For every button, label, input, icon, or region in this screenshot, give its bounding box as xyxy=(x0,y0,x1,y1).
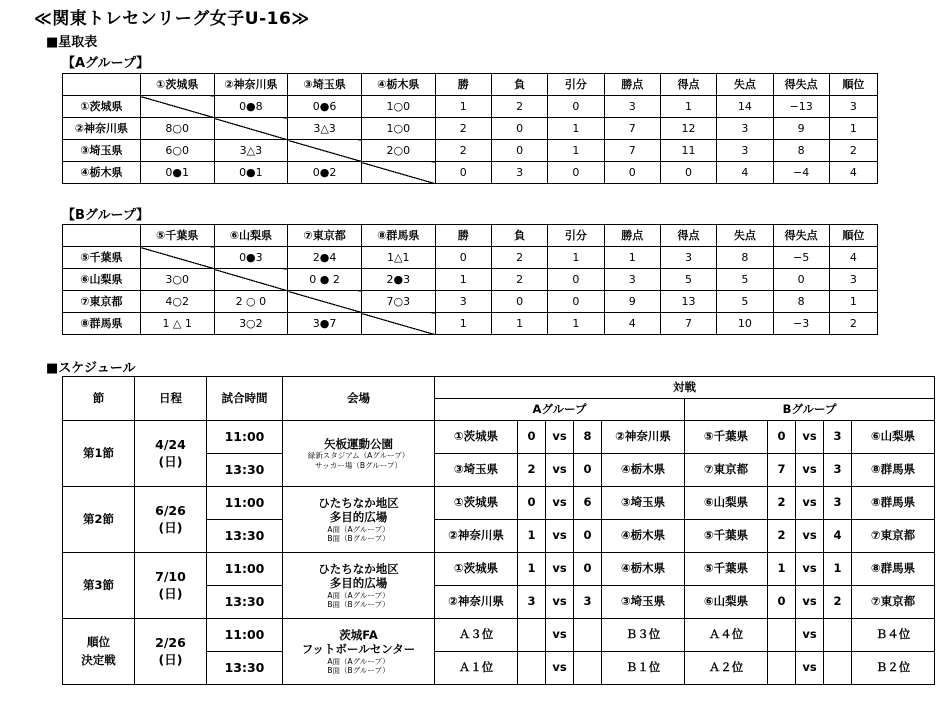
group-b-header: Bグループ xyxy=(685,399,935,421)
group-a-label: 【Aグループ】 xyxy=(62,56,150,71)
table-cell: 1○0 xyxy=(361,96,435,118)
group-b-home-team: ⑤千葉県 xyxy=(685,520,768,553)
group-b-away-team: Ｂ２位 xyxy=(852,652,935,685)
table-cell: 2 xyxy=(829,140,877,162)
group-b-away-team: ⑧群馬県 xyxy=(852,553,935,586)
table-cell: 3 xyxy=(660,247,716,269)
table-cell: 2○0 xyxy=(361,140,435,162)
group-b-away-team: ⑧群馬県 xyxy=(852,487,935,520)
table-cell: 3○0 xyxy=(140,269,214,291)
table-row xyxy=(63,247,878,269)
group-b-home-team: Ａ２位 xyxy=(685,652,768,685)
standings-table-group-a xyxy=(62,73,878,184)
date-cell xyxy=(135,487,207,553)
group-b-label: 【Bグループ】 xyxy=(62,208,149,223)
date-cell xyxy=(135,421,207,487)
table-cell: 1 xyxy=(435,96,491,118)
table-cell: 1 xyxy=(604,247,660,269)
table-cell: 0 xyxy=(660,162,716,184)
venue-cell xyxy=(283,619,435,685)
table-cell: −4 xyxy=(773,162,829,184)
table-row xyxy=(63,269,878,291)
standings-header-cell: 負 xyxy=(491,225,547,247)
table-cell: 2●4 xyxy=(288,247,362,269)
table-cell: 1 △ 1 xyxy=(140,313,214,335)
table-cell: 4 xyxy=(829,247,877,269)
time-cell: 11:00 xyxy=(207,553,283,586)
standings-header-cell: ⑦東京都 xyxy=(288,225,362,247)
group-a-away-score xyxy=(574,652,602,685)
group-a-home-team: ①茨城県 xyxy=(435,487,518,520)
group-b-vs-label: vs xyxy=(796,619,824,652)
table-cell: 2 xyxy=(435,118,491,140)
table-row xyxy=(63,140,878,162)
table-cell: 3○2 xyxy=(214,313,288,335)
table-cell: 6○0 xyxy=(140,140,214,162)
table-cell: 5 xyxy=(660,269,716,291)
venue-note-b: B面（Bグループ） xyxy=(327,599,390,609)
table-cell: 5 xyxy=(717,291,773,313)
group-b-away-score xyxy=(824,619,852,652)
standings-header-cell: 引分 xyxy=(548,74,604,96)
table-row xyxy=(63,162,878,184)
group-b-vs-label: vs xyxy=(796,553,824,586)
self-match-cell xyxy=(288,140,362,162)
standings-header-cell: 勝点 xyxy=(604,225,660,247)
venue-name: ひたちなか地区 xyxy=(318,561,399,576)
group-a-home-team: ③埼玉県 xyxy=(435,454,518,487)
standings-header-cell: 得失点 xyxy=(773,225,829,247)
table-cell: 0●2 xyxy=(288,162,362,184)
table-cell: 8 xyxy=(773,291,829,313)
table-cell: 1 xyxy=(548,247,604,269)
table-cell: 0●8 xyxy=(214,96,288,118)
group-a-home-score: 3 xyxy=(518,586,546,619)
table-cell: 3 xyxy=(717,118,773,140)
table-cell: 0 xyxy=(548,96,604,118)
group-b-home-team: ⑤千葉県 xyxy=(685,421,768,454)
venue-note-a: A面（Aグループ） xyxy=(327,524,390,534)
group-a-away-score: 3 xyxy=(574,586,602,619)
table-cell: 1 xyxy=(435,269,491,291)
table-cell: 8 xyxy=(773,140,829,162)
group-b-away-team: ⑦東京都 xyxy=(852,586,935,619)
table-cell: 2 xyxy=(435,140,491,162)
table-cell: −3 xyxy=(773,313,829,335)
table-cell: 8○0 xyxy=(140,118,214,140)
table-cell: 2 xyxy=(829,313,877,335)
group-a-home-score: 1 xyxy=(518,553,546,586)
table-cell: 0 xyxy=(548,269,604,291)
table-cell: 13 xyxy=(660,291,716,313)
weekday-value: (日) xyxy=(158,585,183,601)
round-header: 節 xyxy=(63,377,135,421)
round-cell xyxy=(63,619,135,685)
venue-note-a: A面（Aグループ） xyxy=(327,590,390,600)
weekday-value: (日) xyxy=(158,519,183,535)
table-cell: 0 xyxy=(491,291,547,313)
group-b-vs-label: vs xyxy=(796,454,824,487)
group-b-away-score: 2 xyxy=(824,586,852,619)
standings-header-cell: ⑥山梨県 xyxy=(214,225,288,247)
standings-header-row xyxy=(63,225,878,247)
table-cell: 1△1 xyxy=(361,247,435,269)
group-b-away-score: 3 xyxy=(824,421,852,454)
group-b-home-score: 2 xyxy=(768,520,796,553)
group-b-home-score: 2 xyxy=(768,487,796,520)
group-b-vs-label: vs xyxy=(796,487,824,520)
table-cell: 4 xyxy=(829,162,877,184)
table-cell: 7 xyxy=(604,140,660,162)
standings-header-cell: 得点 xyxy=(660,225,716,247)
table-cell: 4 xyxy=(717,162,773,184)
self-match-cell xyxy=(361,162,435,184)
standings-header-cell: 失点 xyxy=(717,74,773,96)
table-cell: 3 xyxy=(717,140,773,162)
table-cell: 5 xyxy=(717,269,773,291)
group-a-home-score: 1 xyxy=(518,520,546,553)
table-cell: 0 xyxy=(773,269,829,291)
standings-header-cell: 得失点 xyxy=(773,74,829,96)
team-name-cell: ⑤千葉県 xyxy=(63,247,141,269)
table-cell: 7 xyxy=(604,118,660,140)
round-name-line2: 決定戦 xyxy=(81,652,116,667)
self-match-cell xyxy=(214,269,288,291)
group-b-home-team: ⑥山梨県 xyxy=(685,586,768,619)
time-cell: 13:30 xyxy=(207,586,283,619)
standings-header-cell: ②神奈川県 xyxy=(214,74,288,96)
date-cell xyxy=(135,619,207,685)
table-cell: 9 xyxy=(604,291,660,313)
table-cell: 3 xyxy=(491,162,547,184)
table-row xyxy=(63,421,935,454)
group-a-header: Aグループ xyxy=(435,399,685,421)
table-cell: 2 xyxy=(491,269,547,291)
group-a-away-score: 0 xyxy=(574,454,602,487)
venue-cell xyxy=(283,553,435,619)
table-cell: 1 xyxy=(829,291,877,313)
group-a-away-score: 8 xyxy=(574,421,602,454)
table-row xyxy=(63,291,878,313)
table-cell: 0 ● 2 xyxy=(288,269,362,291)
standings-header-cell: 勝 xyxy=(435,225,491,247)
group-a-home-score: 0 xyxy=(518,421,546,454)
group-a-away-team: Ｂ３位 xyxy=(602,619,685,652)
group-b-home-team: Ａ４位 xyxy=(685,619,768,652)
team-name-cell: ①茨城県 xyxy=(63,96,141,118)
standings-header-cell xyxy=(63,225,141,247)
venue-name-line2: フットボールセンター xyxy=(301,642,416,657)
group-a-away-team: ②神奈川県 xyxy=(602,421,685,454)
group-b-home-team: ⑤千葉県 xyxy=(685,553,768,586)
group-a-vs-label: vs xyxy=(546,487,574,520)
group-b-away-team: ⑧群馬県 xyxy=(852,454,935,487)
venue-note-b: B面（Bグループ） xyxy=(327,665,390,675)
group-a-home-team: Ａ１位 xyxy=(435,652,518,685)
table-cell: 2 xyxy=(491,96,547,118)
group-a-vs-label: vs xyxy=(546,652,574,685)
standings-header-cell: 得点 xyxy=(660,74,716,96)
venue-note-a: A面（Aグループ） xyxy=(327,656,390,666)
round-cell xyxy=(63,421,135,487)
group-b-away-score xyxy=(824,652,852,685)
table-cell: 0●1 xyxy=(214,162,288,184)
table-cell: 1 xyxy=(660,96,716,118)
table-row xyxy=(63,553,935,586)
table-cell: 1○0 xyxy=(361,118,435,140)
group-a-home-score xyxy=(518,652,546,685)
group-b-away-score: 1 xyxy=(824,553,852,586)
weekday-value: (日) xyxy=(158,651,183,667)
team-name-cell: ②神奈川県 xyxy=(63,118,141,140)
table-cell: 3 xyxy=(435,291,491,313)
group-b-home-score: 0 xyxy=(768,421,796,454)
group-a-home-score: 2 xyxy=(518,454,546,487)
table-cell: 2 xyxy=(491,247,547,269)
table-cell: −13 xyxy=(773,96,829,118)
time-cell: 13:30 xyxy=(207,652,283,685)
team-name-cell: ⑧群馬県 xyxy=(63,313,141,335)
standings-header-row xyxy=(63,74,878,96)
group-b-vs-label: vs xyxy=(796,421,824,454)
group-b-away-team: ⑦東京都 xyxy=(852,520,935,553)
schedule-heading: ■スケジュール xyxy=(46,361,136,376)
group-b-away-score: 3 xyxy=(824,454,852,487)
group-a-home-team: ②神奈川県 xyxy=(435,586,518,619)
table-cell: 0●1 xyxy=(140,162,214,184)
group-a-away-score: 0 xyxy=(574,520,602,553)
schedule-table xyxy=(62,376,935,685)
table-row xyxy=(63,619,935,652)
venue-name-line2: 多目的広場 xyxy=(329,576,388,591)
standings-header-cell: 順位 xyxy=(829,225,877,247)
standings-header-cell: ③埼玉県 xyxy=(288,74,362,96)
group-a-away-team: ④栃木県 xyxy=(602,520,685,553)
group-a-away-score: 6 xyxy=(574,487,602,520)
schedule-header-row xyxy=(63,377,935,399)
table-cell: 0●6 xyxy=(288,96,362,118)
standings-heading: ■星取表 xyxy=(46,35,98,50)
group-b-home-score: 0 xyxy=(768,586,796,619)
group-a-home-team: ②神奈川県 xyxy=(435,520,518,553)
team-name-cell: ⑦東京都 xyxy=(63,291,141,313)
venue-name: 茨城FA xyxy=(339,627,378,642)
group-a-home-team: ①茨城県 xyxy=(435,553,518,586)
round-cell xyxy=(63,553,135,619)
date-cell xyxy=(135,553,207,619)
table-row xyxy=(63,118,878,140)
table-cell: 2 ○ 0 xyxy=(214,291,288,313)
self-match-cell xyxy=(140,247,214,269)
standings-header-cell xyxy=(63,74,141,96)
table-cell: 1 xyxy=(548,140,604,162)
table-cell: 7 xyxy=(660,313,716,335)
venue-name-line2: 多目的広場 xyxy=(329,510,388,525)
table-cell: 8 xyxy=(717,247,773,269)
table-cell: 0 xyxy=(548,162,604,184)
self-match-cell xyxy=(288,291,362,313)
group-a-away-score: 0 xyxy=(574,553,602,586)
table-cell: 0 xyxy=(491,118,547,140)
table-cell: 0 xyxy=(435,162,491,184)
group-a-away-team: ④栃木県 xyxy=(602,454,685,487)
date-value: 2/26 xyxy=(155,634,186,650)
group-a-away-team: ④栃木県 xyxy=(602,553,685,586)
table-cell: 1 xyxy=(548,313,604,335)
venue-name: ひたちなか地区 xyxy=(318,495,399,510)
table-cell: 3△3 xyxy=(288,118,362,140)
time-cell: 11:00 xyxy=(207,619,283,652)
table-cell: 12 xyxy=(660,118,716,140)
table-cell: 4○2 xyxy=(140,291,214,313)
group-b-vs-label: vs xyxy=(796,652,824,685)
standings-header-cell: 勝点 xyxy=(604,74,660,96)
self-match-cell xyxy=(214,118,288,140)
weekday-value: (日) xyxy=(158,453,183,469)
group-b-home-score xyxy=(768,652,796,685)
table-row xyxy=(63,487,935,520)
group-b-home-team: ⑦東京都 xyxy=(685,454,768,487)
group-a-home-team: Ａ３位 xyxy=(435,619,518,652)
table-cell: −5 xyxy=(773,247,829,269)
group-b-home-score xyxy=(768,619,796,652)
date-value: 6/26 xyxy=(155,502,186,518)
time-header: 試合時間 xyxy=(207,377,283,421)
standings-table-group-b xyxy=(62,224,878,335)
group-a-away-team: ③埼玉県 xyxy=(602,487,685,520)
standings-header-cell: 引分 xyxy=(548,225,604,247)
table-cell: 3 xyxy=(829,96,877,118)
standings-header-cell: ⑧群馬県 xyxy=(361,225,435,247)
group-a-vs-label: vs xyxy=(546,520,574,553)
group-b-away-score: 3 xyxy=(824,487,852,520)
standings-header-cell: ④栃木県 xyxy=(361,74,435,96)
standings-header-cell: 順位 xyxy=(829,74,877,96)
round-name: 順位 xyxy=(87,635,110,650)
team-name-cell: ③埼玉県 xyxy=(63,140,141,162)
self-match-cell xyxy=(361,313,435,335)
table-cell: 0 xyxy=(604,162,660,184)
group-b-home-team: ⑥山梨県 xyxy=(685,487,768,520)
group-a-home-team: ①茨城県 xyxy=(435,421,518,454)
team-name-cell: ④栃木県 xyxy=(63,162,141,184)
match-header: 対戦 xyxy=(435,377,935,399)
group-b-vs-label: vs xyxy=(796,586,824,619)
group-a-vs-label: vs xyxy=(546,421,574,454)
table-cell: 1 xyxy=(548,118,604,140)
standings-header-cell: ⑤千葉県 xyxy=(140,225,214,247)
table-cell: 2●3 xyxy=(361,269,435,291)
table-row xyxy=(63,313,878,335)
venue-note-b: サッカー場（Bグループ） xyxy=(315,460,402,470)
group-a-home-score xyxy=(518,619,546,652)
group-b-home-score: 7 xyxy=(768,454,796,487)
group-a-home-score: 0 xyxy=(518,487,546,520)
time-cell: 11:00 xyxy=(207,487,283,520)
table-row xyxy=(63,96,878,118)
table-cell: 1 xyxy=(829,118,877,140)
table-cell: 11 xyxy=(660,140,716,162)
table-cell: 0 xyxy=(435,247,491,269)
venue-cell xyxy=(283,487,435,553)
group-a-away-team: ③埼玉県 xyxy=(602,586,685,619)
group-a-vs-label: vs xyxy=(546,553,574,586)
table-cell: 3●7 xyxy=(288,313,362,335)
table-cell: 3 xyxy=(604,96,660,118)
date-value: 4/24 xyxy=(155,436,186,452)
venue-name: 矢板運動公園 xyxy=(324,436,393,451)
group-b-vs-label: vs xyxy=(796,520,824,553)
table-cell: 0●3 xyxy=(214,247,288,269)
table-cell: 3 xyxy=(604,269,660,291)
table-cell: 0 xyxy=(491,140,547,162)
group-a-vs-label: vs xyxy=(546,619,574,652)
group-b-away-score: 4 xyxy=(824,520,852,553)
venue-cell xyxy=(283,421,435,487)
time-cell: 11:00 xyxy=(207,421,283,454)
table-cell: 14 xyxy=(717,96,773,118)
table-cell: 1 xyxy=(435,313,491,335)
standings-header-cell: 勝 xyxy=(435,74,491,96)
team-name-cell: ⑥山梨県 xyxy=(63,269,141,291)
venue-header: 会場 xyxy=(283,377,435,421)
group-a-away-score xyxy=(574,619,602,652)
time-cell: 13:30 xyxy=(207,454,283,487)
standings-header-cell: ①茨城県 xyxy=(140,74,214,96)
group-a-vs-label: vs xyxy=(546,454,574,487)
round-name: 第3節 xyxy=(82,577,114,592)
group-b-away-team: ⑥山梨県 xyxy=(852,421,935,454)
table-cell: 0 xyxy=(548,291,604,313)
group-b-away-team: Ｂ４位 xyxy=(852,619,935,652)
table-cell: 7○3 xyxy=(361,291,435,313)
table-cell: 3△3 xyxy=(214,140,288,162)
round-name: 第2節 xyxy=(82,511,114,526)
page-title: ≪関東トレセンリーグ女子U-16≫ xyxy=(34,9,310,29)
group-b-home-score: 1 xyxy=(768,553,796,586)
table-cell: 4 xyxy=(604,313,660,335)
date-header: 日程 xyxy=(135,377,207,421)
standings-header-cell: 負 xyxy=(491,74,547,96)
round-name: 第1節 xyxy=(82,445,114,460)
group-a-vs-label: vs xyxy=(546,586,574,619)
standings-header-cell: 失点 xyxy=(717,225,773,247)
venue-note-a: 緑新スタジアム（Aグループ） xyxy=(307,451,410,461)
table-cell: 1 xyxy=(491,313,547,335)
time-cell: 13:30 xyxy=(207,520,283,553)
table-cell: 10 xyxy=(717,313,773,335)
date-value: 7/10 xyxy=(155,568,186,584)
table-cell: 9 xyxy=(773,118,829,140)
group-a-away-team: Ｂ１位 xyxy=(602,652,685,685)
round-cell xyxy=(63,487,135,553)
table-cell: 3 xyxy=(829,269,877,291)
venue-note-b: B面（Bグループ） xyxy=(327,533,390,543)
self-match-cell xyxy=(140,96,214,118)
